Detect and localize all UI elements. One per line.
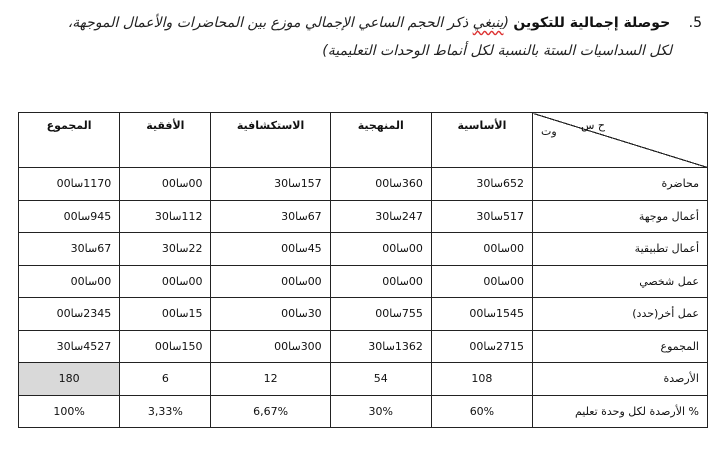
heading-line-2: لكل السداسيات الستة بالنسبة لكل أنماط الوحدات التعليمية) [322, 43, 672, 59]
header-row [19, 113, 708, 168]
table-cell: 1362سا30 [330, 330, 431, 363]
col-header-exploratory: الاستكشافية [211, 113, 330, 168]
corner-bottom-label: وت [541, 125, 557, 138]
note-text: ذكر الحجم الساعي الإجمالي موزع بين المحاضرات والأعمال الموجهة، [67, 15, 473, 31]
cell-percent: 60% [469, 404, 495, 418]
heading-line-1 [12, 12, 702, 34]
corner-cell [533, 113, 708, 168]
table-cell: 945سا00 [19, 200, 120, 233]
table-cell [120, 395, 211, 428]
table-cell: 157سا30 [211, 168, 330, 201]
row-label: الأرصدة [533, 363, 708, 396]
table-cell: 00سا00 [120, 168, 211, 201]
row-label: أعمال تطبيقية [533, 233, 708, 266]
table-cell: 4527سا30 [19, 330, 120, 363]
table-cell: 247سا30 [330, 200, 431, 233]
row-label: المجموع [533, 330, 708, 363]
row-label: أعمال موجهة [533, 200, 708, 233]
table-cell: 67سا30 [211, 200, 330, 233]
summary-table [18, 112, 708, 428]
table-cell: 112سا30 [120, 200, 211, 233]
table-cell: 108 [431, 363, 532, 396]
table-cell: 00سا00 [330, 265, 431, 298]
table-row [19, 363, 708, 396]
table-cell: 00سا00 [431, 265, 532, 298]
cell-percent: 30% [368, 404, 393, 418]
col-header-methodological: المنهجية [330, 113, 431, 168]
table-cell: 15سا00 [120, 298, 211, 331]
table-cell: 517سا30 [431, 200, 532, 233]
table-cell: 45سا00 [211, 233, 330, 266]
table-cell [330, 395, 431, 428]
section-number: 5. [688, 15, 702, 31]
table-cell: 12 [211, 363, 330, 396]
table-cell [19, 395, 120, 428]
table-cell: 2345سا00 [19, 298, 120, 331]
row-label: % الأرصدة لكل وحدة تعليم [533, 395, 708, 428]
table-cell [211, 395, 330, 428]
table-cell: 00سا00 [431, 233, 532, 266]
table-cell: 30سا00 [211, 298, 330, 331]
row-label: عمل شخصي [533, 265, 708, 298]
table-cell [431, 395, 532, 428]
table-cell: 00سا00 [120, 265, 211, 298]
section-title: حوصلة إجمالية للتكوين [513, 15, 671, 31]
table-cell: 1545سا00 [431, 298, 532, 331]
note-underlined-word: ينبغي [472, 15, 504, 31]
table-cell: 755سا00 [330, 298, 431, 331]
table-cell: 00سا00 [211, 265, 330, 298]
table-cell: 54 [330, 363, 431, 396]
col-header-total: المجموع [19, 113, 120, 168]
table-row [19, 298, 708, 331]
col-header-basic: الأساسية [431, 113, 532, 168]
table-row [19, 233, 708, 266]
table-row [19, 200, 708, 233]
table-cell: 67سا30 [19, 233, 120, 266]
corner-top-label: ح س [581, 119, 606, 132]
cell-percent: 100% [53, 404, 85, 418]
row-label: عمل أخر(حدد) [533, 298, 708, 331]
table-cell: 6 [120, 363, 211, 396]
table-cell: 150سا00 [120, 330, 211, 363]
table-cell: 360سا00 [330, 168, 431, 201]
note-open-paren: ( [503, 15, 509, 31]
cell-percent: 3,33% [147, 404, 183, 418]
total-credits-cell: 180 [19, 363, 120, 396]
table-row [19, 330, 708, 363]
section-note [68, 15, 509, 31]
table-cell: 00سا00 [19, 265, 120, 298]
table-cell: 652سا30 [431, 168, 532, 201]
table-cell: 22سا30 [120, 233, 211, 266]
table-row [19, 265, 708, 298]
cell-percent: 6,67% [253, 404, 289, 418]
row-label: محاضرة [533, 168, 708, 201]
table-cell: 300سا00 [211, 330, 330, 363]
table-cell: 2715سا00 [431, 330, 532, 363]
table-cell: 00سا00 [330, 233, 431, 266]
section-heading [12, 12, 702, 62]
table-row [19, 168, 708, 201]
col-header-transversal: الأفقية [120, 113, 211, 168]
table-cell: 1170سا00 [19, 168, 120, 201]
table-row [19, 395, 708, 428]
